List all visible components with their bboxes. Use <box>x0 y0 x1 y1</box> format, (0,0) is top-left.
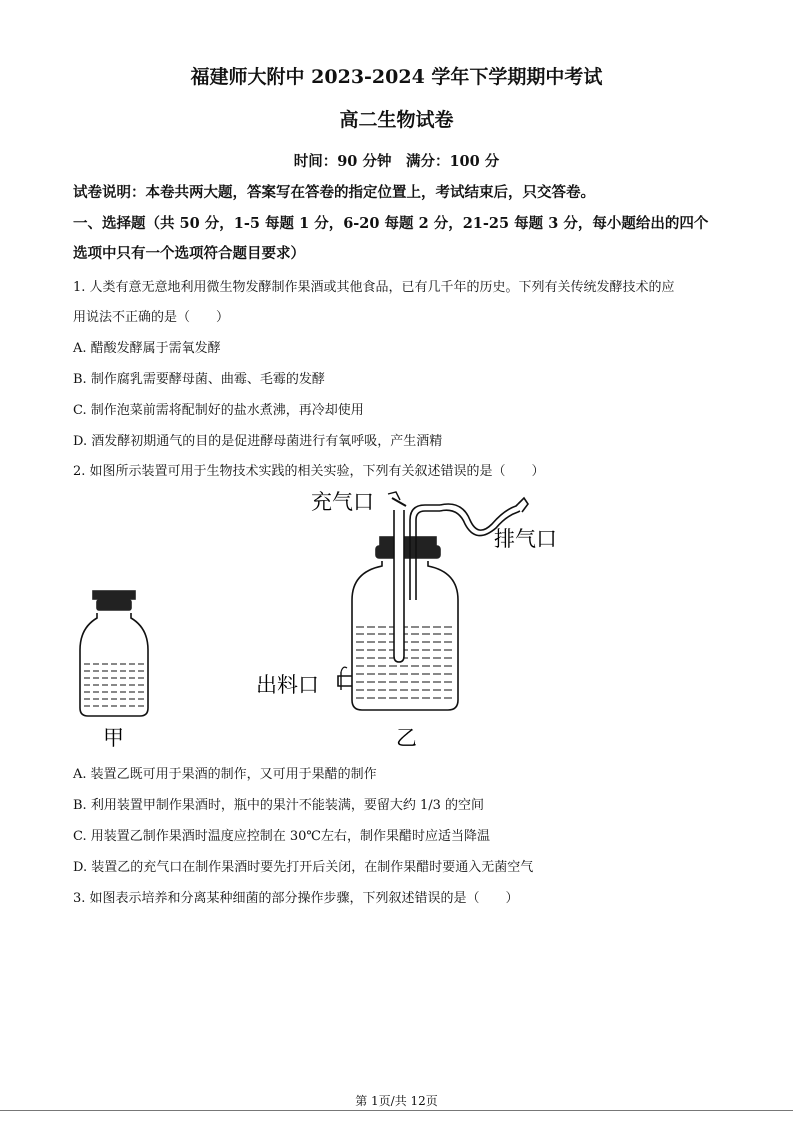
q2-option-c: C. 用装置乙制作果酒时温度应控制在 30℃左右，制作果醋时应适当降温 <box>73 829 490 844</box>
q1-stem-line2: 用说法不正确的是（ ） <box>73 310 230 325</box>
instructions: 试卷说明：本卷共两大题，答案写在答卷的指定位置上，考试结束后，只交答卷。 <box>73 184 595 201</box>
q1-option-c: C. 制作泡菜前需将配制好的盐水煮沸，再冷却使用 <box>73 403 364 418</box>
q1-stem-line1: 1. 人类有意无意地利用微生物发酵制作果酒或其他食品，已有几千年的历史。下列有关传统发酵技术的应 <box>73 280 675 295</box>
exam-subtitle: 高二生物试卷 <box>339 109 454 131</box>
q1-option-b: B. 制作腐乳需要酵母菌、曲霉、毛霉的发酵 <box>73 372 325 387</box>
q2-option-d: D. 装置乙的充气口在制作果酒时要先打开后关闭，在制作果醋时要通入无菌空气 <box>73 860 534 875</box>
section1-heading-line1: 一、选择题（共 50 分，1-5 每题 1 分，6-20 每题 2 分，21-25 每题 3 分，每小题给出的四个 <box>73 215 709 232</box>
footer-divider <box>0 1110 793 1111</box>
fermentation-apparatus-figure <box>0 480 793 755</box>
q2-option-b: B. 利用装置甲制作果酒时，瓶中的果汁不能装满，要留大约 1/3 的空间 <box>73 798 485 813</box>
label-outlet: 出料口 <box>256 673 319 697</box>
q3-stem: 3. 如图表示培养和分离某种细菌的部分操作步骤，下列叙述错误的是（ ） <box>73 891 519 906</box>
bottle-jia <box>80 591 148 716</box>
label-yi: 乙 <box>396 726 417 750</box>
q1-option-a: A. 醋酸发酵属于需氧发酵 <box>73 341 221 356</box>
q1-option-d: D. 酒发酵初期通气的目的是促进酵母菌进行有氧呼吸，产生酒精 <box>73 434 443 449</box>
label-exhaust: 排气口 <box>494 527 557 551</box>
time-info: 时间：90 分钟 满分：100 分 <box>293 153 500 170</box>
section1-heading-line2: 选项中只有一个选项符合题目要求） <box>73 245 305 262</box>
label-jia: 甲 <box>103 726 124 750</box>
bottle-yi <box>338 492 528 710</box>
q2-option-a: A. 装置乙既可用于果酒的制作，又可用于果醋的制作 <box>73 767 377 782</box>
q2-stem: 2. 如图所示装置可用于生物技术实践的相关实验，下列有关叙述错误的是（ ） <box>73 464 545 479</box>
label-inlet: 充气口 <box>311 490 374 514</box>
page-number: 第 1页/共 12页 <box>355 1094 438 1108</box>
exam-title: 福建师大附中 2023-2024 学年下学期期中考试 <box>190 66 603 88</box>
